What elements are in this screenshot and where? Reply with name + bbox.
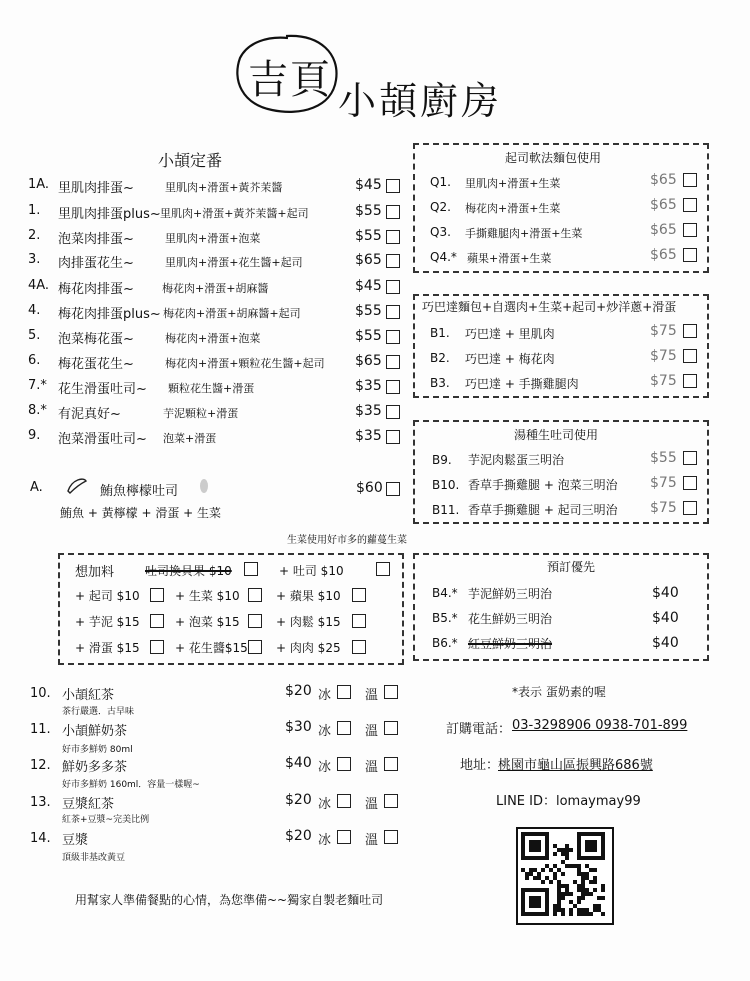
item-name: 小頡紅茶 <box>62 688 115 703</box>
item-price: $20 <box>285 683 312 699</box>
lettuce-note: 生菜使用好市多的蘿蔓生菜 <box>287 535 407 546</box>
item-price: $20 <box>285 828 312 844</box>
item-id: B1. <box>430 326 450 340</box>
ice-label: 冰 <box>318 688 332 703</box>
addon-peanut: + 花生醬$15 <box>175 641 248 655</box>
addon-apple: + 蘋果 $10 <box>276 589 341 603</box>
ice-label: 冰 <box>318 797 332 812</box>
item-name: 泡菜梅花蛋~ <box>58 332 134 347</box>
item-price: $45 <box>355 278 382 294</box>
item-id: 5. <box>28 328 41 343</box>
item-price: $40 <box>285 755 312 771</box>
item-sub: 頂級非基改黃豆 <box>62 853 126 863</box>
item-desc: 梅花肉+滑蛋+生菜 <box>465 202 561 215</box>
order-checkbox[interactable] <box>386 380 400 394</box>
order-checkbox[interactable] <box>683 223 697 237</box>
item-id: B9. <box>432 453 452 467</box>
item-desc: 鮪魚 + 黃檸檬 + 滑蛋 + 生菜 <box>60 506 222 520</box>
addon-checkbox[interactable] <box>248 614 262 628</box>
ice-label: 冰 <box>318 833 332 848</box>
item-id: Q3. <box>430 225 451 239</box>
warm-checkbox[interactable] <box>384 685 398 699</box>
item-desc: 梅花肉+滑蛋+顆粒花生醬+起司 <box>165 357 325 370</box>
item-name: 鮮奶多多茶 <box>62 760 128 775</box>
addon-checkbox[interactable] <box>352 614 366 628</box>
item-price: $40 <box>652 610 679 626</box>
item-name: 鮪魚檸檬吐司 <box>100 484 179 499</box>
item-name: 小頡鮮奶茶 <box>62 724 128 739</box>
item-name: 里肌肉排蛋~ <box>58 181 134 196</box>
swap-bagel-checkbox[interactable] <box>244 562 258 576</box>
addon-checkbox[interactable] <box>352 588 366 602</box>
item-id: B2. <box>430 351 450 365</box>
item-id: B4.* <box>432 586 458 600</box>
page-title: 小頡廚房 <box>338 79 503 123</box>
addon-toast-checkbox[interactable] <box>376 562 390 576</box>
item-id: 3. <box>28 252 41 267</box>
phone-label: 訂購電話： <box>446 722 512 737</box>
order-checkbox[interactable] <box>386 405 400 419</box>
main-set-heading: 小頡定番 <box>158 151 223 170</box>
addon-checkbox[interactable] <box>352 640 366 654</box>
order-checkbox[interactable] <box>683 173 697 187</box>
lemon-icon <box>66 477 88 495</box>
item-price: $75 <box>650 373 677 389</box>
order-checkbox[interactable] <box>683 374 697 388</box>
order-checkbox[interactable] <box>386 280 400 294</box>
item-desc: 花生鮮奶三明治 <box>468 612 553 626</box>
item-desc: 巧巴達 + 梅花肉 <box>465 352 555 366</box>
addon-taro: + 芋泥 $15 <box>75 615 140 629</box>
order-checkbox[interactable] <box>683 198 697 212</box>
item-id: Q2. <box>430 200 451 214</box>
item-id: Q4.* <box>430 250 457 264</box>
address[interactable]: 桃園市龜山區振興路686號 <box>498 758 653 773</box>
ice-label: 冰 <box>318 724 332 739</box>
order-checkbox[interactable] <box>386 430 400 444</box>
item-id: 10. <box>30 686 51 701</box>
item-price: $35 <box>355 403 382 419</box>
item-id: B6.* <box>432 636 458 650</box>
item-name: 里肌肉排蛋plus~ <box>58 207 161 222</box>
item-id: 1A. <box>28 177 50 192</box>
ice-checkbox[interactable] <box>337 721 351 735</box>
item-id: 4A. <box>28 278 50 293</box>
ice-checkbox[interactable] <box>337 830 351 844</box>
item-sub: 紅茶+豆漿~完美比例 <box>62 815 150 825</box>
item-id: 7.* <box>28 378 47 393</box>
ice-checkbox[interactable] <box>337 794 351 808</box>
item-id: B3. <box>430 376 450 390</box>
item-id: 6. <box>28 353 41 368</box>
item-price: $45 <box>355 177 382 193</box>
item-name: 花生滑蛋吐司~ <box>58 382 147 397</box>
addon-checkbox[interactable] <box>150 614 164 628</box>
item-desc: 芋泥顆粒+滑蛋 <box>163 407 239 420</box>
addon-toast: + 吐司 $10 <box>279 564 344 578</box>
warm-checkbox[interactable] <box>384 830 398 844</box>
item-desc: 香草手撕雞腿 + 泡菜三明治 <box>468 478 618 492</box>
item-price: $60 <box>356 480 383 496</box>
vegetarian-note: *表示 蛋奶素的喔 <box>512 685 606 699</box>
item-price: $35 <box>355 378 382 394</box>
warm-label: 溫 <box>365 688 379 703</box>
item-name: 泡菜肉排蛋~ <box>58 232 134 247</box>
order-checkbox[interactable] <box>386 355 400 369</box>
item-price: $65 <box>650 247 677 263</box>
item-name: 梅花蛋花生~ <box>58 357 134 372</box>
item-desc: 梅花肉+滑蛋+胡麻醬+起司 <box>163 307 301 320</box>
item-desc: 里肌肉+滑蛋+泡菜 <box>165 232 261 245</box>
ice-checkbox[interactable] <box>337 685 351 699</box>
item-id: 8.* <box>28 403 47 418</box>
order-checkbox[interactable] <box>386 305 400 319</box>
item-price: $20 <box>285 792 312 808</box>
warm-checkbox[interactable] <box>384 721 398 735</box>
item-desc: 巧巴達 + 手撕雞腿肉 <box>465 377 579 391</box>
item-id: 11. <box>30 722 51 737</box>
item-name: 有泥真好~ <box>58 407 121 422</box>
item-id: A. <box>30 480 43 495</box>
addon-checkbox[interactable] <box>248 588 262 602</box>
qr-pattern <box>521 832 605 916</box>
item-desc: 芋泥鮮奶三明治 <box>468 587 553 601</box>
order-checkbox[interactable] <box>386 230 400 244</box>
addon-egg: + 滑蛋 $15 <box>75 641 140 655</box>
warm-label: 溫 <box>365 760 379 775</box>
addon-lettuce: + 生菜 $10 <box>175 589 240 603</box>
item-name: 肉排蛋花生~ <box>58 256 134 271</box>
swap-bagel-note: 吐司換貝果 $10 <box>145 564 232 578</box>
order-checkbox[interactable] <box>386 482 400 496</box>
item-id: Q1. <box>430 175 451 189</box>
warm-label: 溫 <box>365 797 379 812</box>
ice-checkbox[interactable] <box>337 757 351 771</box>
item-desc: 里肌肉+滑蛋+黃芥茉醬 <box>165 181 283 194</box>
warm-label: 溫 <box>365 833 379 848</box>
item-id: 12. <box>30 758 51 773</box>
footer-slogan: 用幫家人準備餐點的心情，為您準備~~獨家自製老麵吐司 <box>75 893 384 907</box>
addon-checkbox[interactable] <box>150 588 164 602</box>
item-desc: 里肌肉+滑蛋+黃芥茉醬+起司 <box>160 207 309 220</box>
item-id: 1. <box>28 203 41 218</box>
item-name: 泡菜滑蛋吐司~ <box>58 432 147 447</box>
order-checkbox[interactable] <box>683 324 697 338</box>
item-price: $55 <box>355 328 382 344</box>
item-id: B10. <box>432 478 460 492</box>
item-desc: 顆粒花生醬+滑蛋 <box>168 382 255 395</box>
address-label: 地址： <box>460 758 500 773</box>
item-name: 梅花肉排蛋plus~ <box>58 307 161 322</box>
item-price: $35 <box>355 428 382 444</box>
item-price: $55 <box>355 303 382 319</box>
addon-kimchi: + 泡菜 $15 <box>175 615 240 629</box>
item-desc: 手撕雞腿肉+滑蛋+生菜 <box>465 227 583 240</box>
item-price: $75 <box>650 348 677 364</box>
order-checkbox[interactable] <box>386 254 400 268</box>
preorder-title: 預訂優先 <box>547 560 596 574</box>
warm-checkbox[interactable] <box>384 757 398 771</box>
item-desc: 里肌肉+滑蛋+花生醬+起司 <box>165 256 303 269</box>
item-id: B5.* <box>432 611 458 625</box>
addon-checkbox[interactable] <box>150 640 164 654</box>
order-checkbox[interactable] <box>683 476 697 490</box>
addons-title: 想加料 <box>75 565 115 580</box>
item-desc: 蘋果+滑蛋+生菜 <box>467 252 552 265</box>
item-sub: 好市多鮮奶 80ml <box>62 745 133 755</box>
item-desc: 梅花肉+滑蛋+泡菜 <box>165 332 261 345</box>
addon-checkbox[interactable] <box>248 640 262 654</box>
item-price: $65 <box>355 252 382 268</box>
item-price: $55 <box>355 203 382 219</box>
lemon-slice-icon <box>198 478 210 494</box>
q-box-title: 起司軟法麵包使用 <box>505 151 602 165</box>
qr-code[interactable] <box>516 827 614 925</box>
addon-meat: + 肉肉 $25 <box>276 641 341 655</box>
item-desc: 梅花肉+滑蛋+胡麻醬 <box>162 282 269 295</box>
item-price: $65 <box>355 353 382 369</box>
item-price: $75 <box>650 475 677 491</box>
item-price: $65 <box>650 172 677 188</box>
order-checkbox[interactable] <box>683 501 697 515</box>
item-desc: 巧巴達 + 里肌肉 <box>465 327 555 341</box>
item-id: 9. <box>28 428 41 443</box>
item-desc: 里肌肉+滑蛋+生菜 <box>465 177 561 190</box>
item-sub: 茶行嚴選．古早味 <box>62 707 135 717</box>
order-checkbox[interactable] <box>386 330 400 344</box>
order-checkbox[interactable] <box>683 349 697 363</box>
item-sub: 好市多鮮奶 160ml．容量一樣喔~ <box>62 780 200 790</box>
item-desc: 香草手撕雞腿 + 起司三明治 <box>468 503 618 517</box>
b-box-title: 巧巴達麵包+自選肉+生菜+起司+炒洋蔥+滑蛋 <box>422 300 677 314</box>
order-checkbox[interactable] <box>386 205 400 219</box>
order-checkbox[interactable] <box>683 248 697 262</box>
item-id: 14. <box>30 831 51 846</box>
order-checkbox[interactable] <box>683 451 697 465</box>
item-desc: 芋泥肉鬆蛋三明治 <box>468 453 565 467</box>
item-desc: 泡菜+滑蛋 <box>163 432 217 445</box>
line-id: LINE ID：lomaymay99 <box>496 794 641 809</box>
addon-cheese: + 起司 $10 <box>75 589 140 603</box>
addon-pork-floss: + 肉鬆 $15 <box>276 615 341 629</box>
logo-text: 吉頁 <box>248 57 332 103</box>
item-id: 2. <box>28 228 41 243</box>
item-price: $75 <box>650 500 677 516</box>
warm-checkbox[interactable] <box>384 794 398 808</box>
item-price: $40 <box>652 635 679 651</box>
item-price: $65 <box>650 197 677 213</box>
order-checkbox[interactable] <box>386 179 400 193</box>
item-id: B11. <box>432 503 460 517</box>
item-price: $65 <box>650 222 677 238</box>
logo <box>228 30 344 118</box>
item-name: 梅花肉排蛋~ <box>58 282 134 297</box>
phone-number[interactable]: 03-3298906 0938-701-899 <box>512 718 688 733</box>
item-price: $30 <box>285 719 312 735</box>
item-id: 4. <box>28 303 41 318</box>
tangzhong-box-title: 湯種生吐司使用 <box>514 428 599 442</box>
item-desc: 紅豆鮮奶三明治 <box>468 637 553 651</box>
warm-label: 溫 <box>365 724 379 739</box>
item-price: $75 <box>650 323 677 339</box>
item-price: $40 <box>652 585 679 601</box>
item-price: $55 <box>355 228 382 244</box>
item-id: 13. <box>30 795 51 810</box>
ice-label: 冰 <box>318 760 332 775</box>
item-name: 豆漿紅茶 <box>62 797 115 812</box>
item-name: 豆漿 <box>62 833 89 848</box>
item-price: $55 <box>650 450 677 466</box>
